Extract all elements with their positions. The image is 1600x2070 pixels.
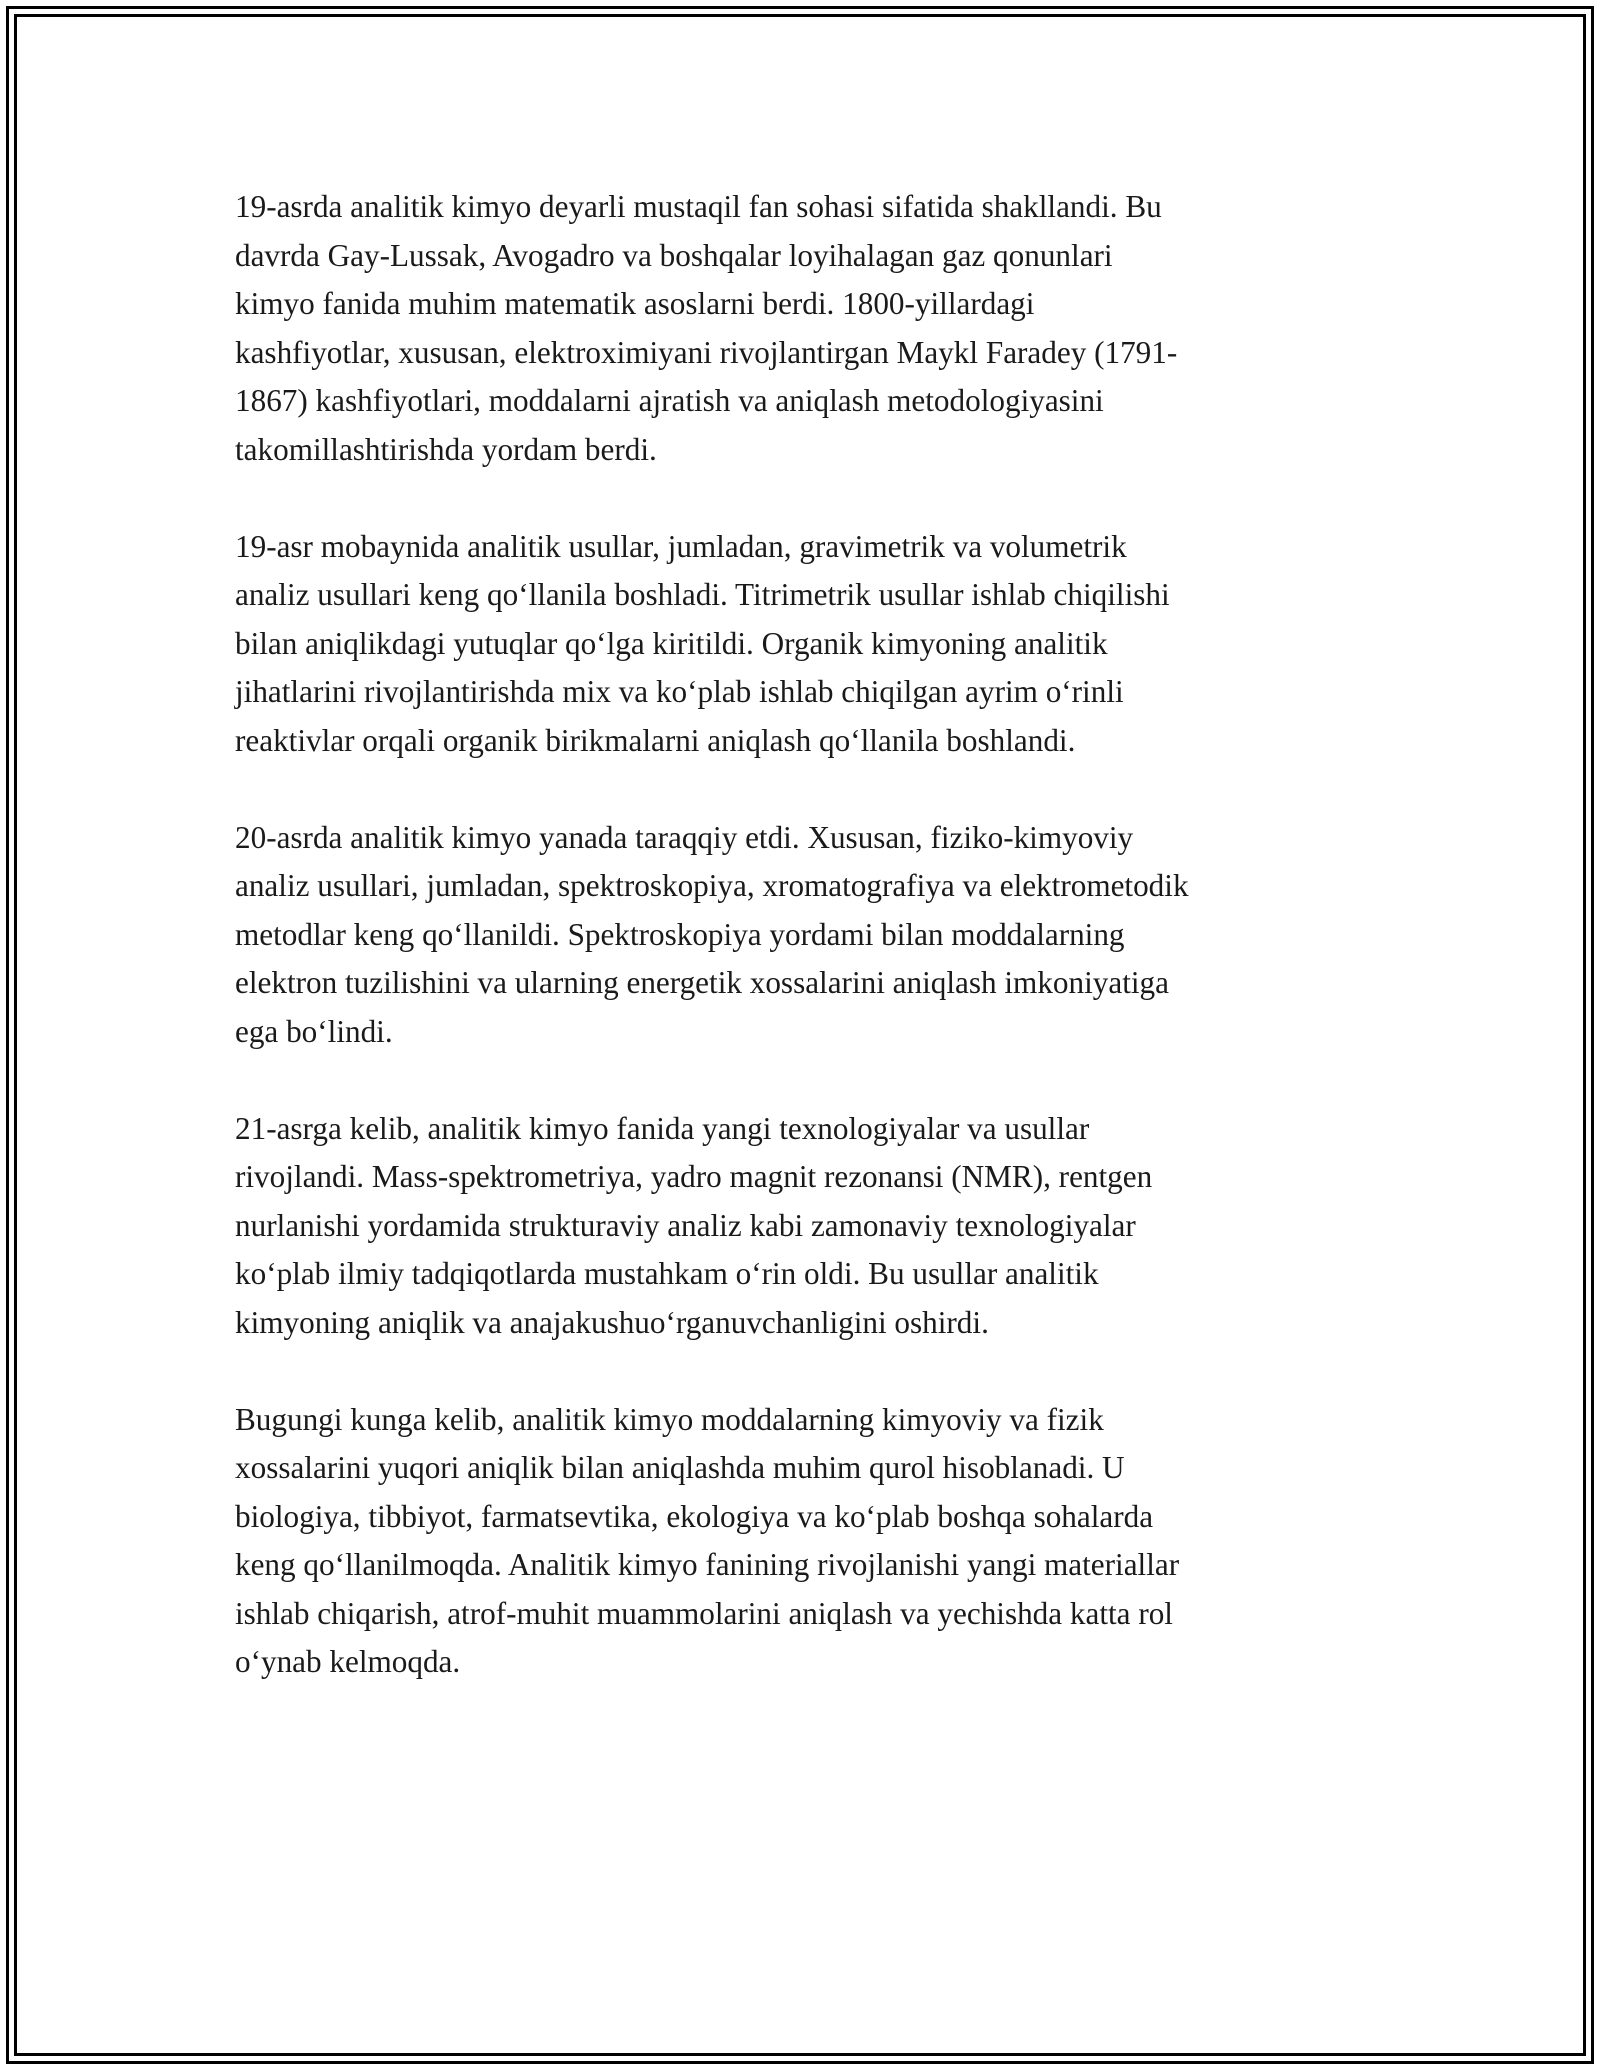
paragraph-1: 19-asrda analitik kimyo deyarli mustaqil fan sohasi sifatida shakllandi. Bu davrda Gay-Lussak, Avogadro va boshqalar loyihalagan gaz qonunlari kimyo fanida muhim matematik asoslarni berdi. 1800-yillardagi kashfiyotlar, xususan, elektroximiyani rivojlantirgan Maykl Faradey (1791- 1867) kashfiyotlari, moddalarni ajratish va aniqlash metodologiyasini takomillashtirishda yordam berdi. xyxy=(235,189,1178,467)
paragraph-3: 20-asrda analitik kimyo yanada taraqqiy etdi. Xususan, fiziko-kimyoviy analiz usullari, jumladan, spektroskopiya, xromatografiya va elektrometodik metodlar keng qo‘llanildi. Spektroskopiya yordami bilan moddalarning elektron tuzilishini va ularning energetik xossalarini aniqlash imkoniyatiga ega bo‘lindi. xyxy=(235,819,1189,1049)
document-body xyxy=(235,183,1365,1735)
paragraph-5: Bugungi kunga kelib, analitik kimyo moddalarning kimyoviy va fizik xossalarini yuqori aniqlik bilan aniqlashda muhim qurol hisoblanadi. U biologiya, tibbiyot, farmatsevtika, ekologiya va ko‘plab boshqa sohalarda keng qo‘llanilmoqda. Analitik kimyo fanining rivojlanishi yangi materiallar ishlab chiqarish, atrof-muhit muammolarini aniqlash va yechishda katta rol o‘ynab kelmoqda. xyxy=(235,1401,1180,1679)
paragraph-4: 21-asrga kelib, analitik kimyo fanida yangi texnologiyalar va usullar rivojlandi. Mass-spektrometriya, yadro magnit rezonansi (NMR), rentgen nurlanishi yordamida strukturaviy analiz kabi zamonaviy texnologiyalar ko‘plab ilmiy tadqiqotlarda mustahkam o‘rin oldi. Bu usullar analitik kimyoning aniqlik va anajakushuo‘rganuvchanligini oshirdi. xyxy=(235,1110,1153,1340)
paragraph-2: 19-asr mobaynida analitik usullar, jumladan, gravimetrik va volumetrik analiz usullari keng qo‘llanila boshladi. Titrimetrik usullar ishlab chiqilishi bilan aniqlikdagi yutuqlar qo‘lga kiritildi. Organik kimyoning analitik jihatlarini rivojlantirishda mix va ko‘plab ishlab chiqilgan ayrim o‘rinli reaktivlar orqali organik birikmalarni aniqlash qo‘llanila boshlandi. xyxy=(235,528,1170,758)
